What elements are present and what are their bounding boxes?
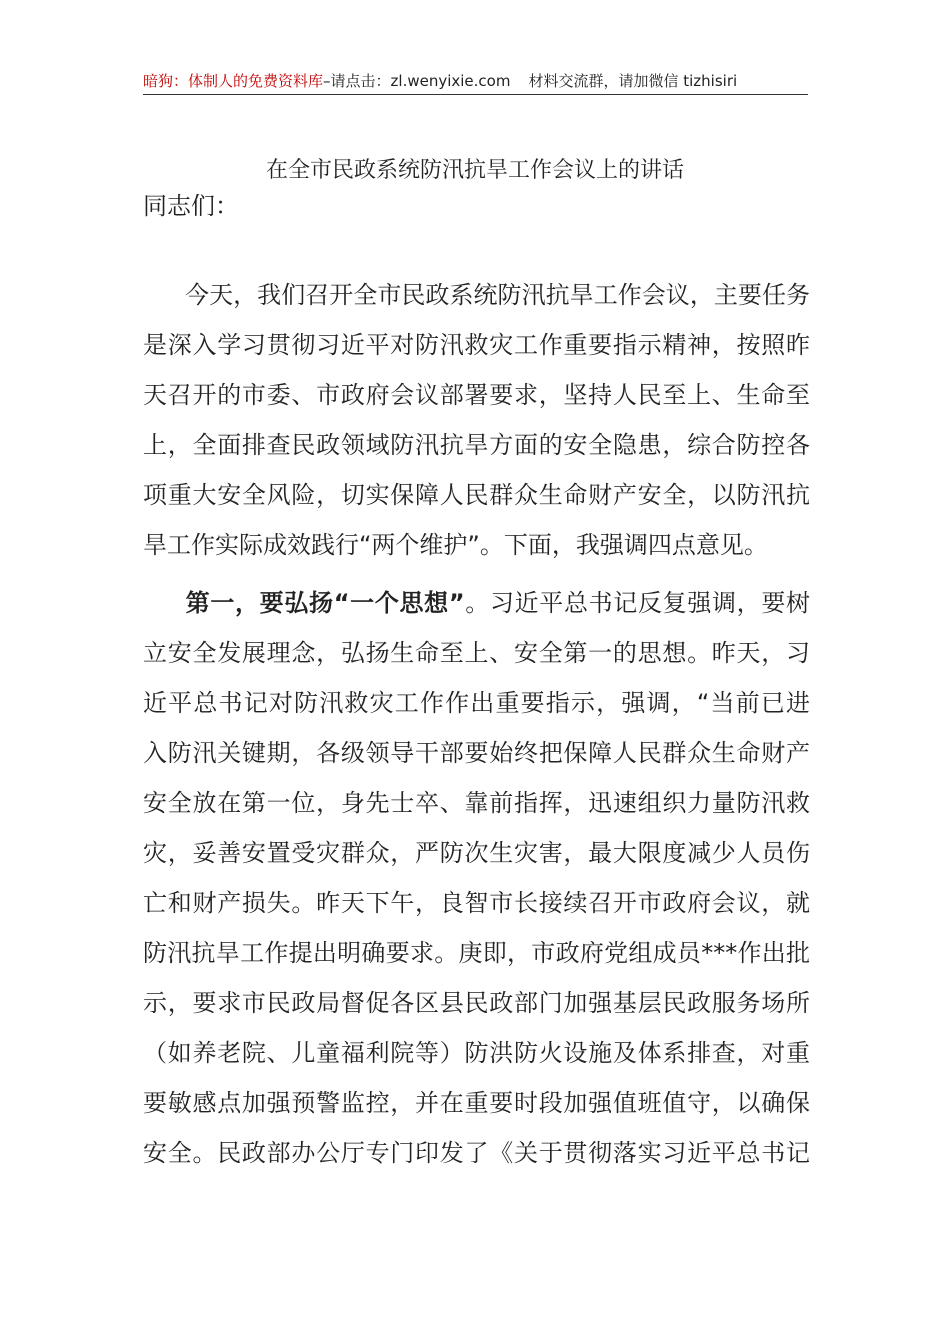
salutation: 同志们：	[143, 192, 239, 220]
paragraph-line: 入防汛关键期，各级领导干部要始终把保障人民群众生命财产	[143, 739, 810, 767]
paragraph-line: 是深入学习贯彻习近平对防汛救灾工作重要指示精神，按照昨	[143, 331, 810, 359]
paragraph-line: 要敏感点加强预警监控，并在重要时段加强值班值守，以确保	[143, 1089, 810, 1117]
paragraph-line: 天召开的市委、市政府会议部署要求，坚持人民至上、生命至	[143, 381, 810, 409]
paragraph-line: 安全。民政部办公厅专门印发了《关于贯彻落实习近平总书记	[143, 1139, 810, 1167]
paragraph-line: 立安全发展理念，弘扬生命至上、安全第一的思想。昨天，习	[143, 639, 810, 667]
section-heading: 第一，要弘扬“一个思想”	[185, 589, 465, 617]
paragraph-line: 亡和财产损失。昨天下午，良智市长接续召开市政府会议，就	[143, 889, 810, 917]
site-header	[143, 68, 808, 95]
paragraph-line: 上，全面排查民政领域防汛抗旱方面的安全隐患，综合防控各	[143, 431, 810, 459]
paragraph-line: 项重大安全风险，切实保障人民群众生命财产安全，以防汛抗	[143, 481, 810, 509]
document-title: 在全市民政系统防汛抗旱工作会议上的讲话	[265, 158, 684, 183]
site-url-link[interactable]: zl.wenyixie.com	[390, 72, 511, 90]
click-prompt: –请点击：	[323, 72, 391, 90]
paragraph-line: 示，要求市民政局督促各区县民政部门加强基层民政服务场所	[143, 989, 810, 1017]
paragraph-line: 第一，要弘扬“一个思想”。习近平总书记反复强调，要树	[185, 589, 811, 617]
paragraph-line: 旱工作实际成效践行“两个维护”。下面，我强调四点意见。	[143, 531, 768, 559]
paragraph-line: 防汛抗旱工作提出明确要求。庚即，市政府党组成员***作出批	[143, 939, 810, 967]
paragraph-line: 近平总书记对防汛救灾工作作出重要指示，强调，“当前已进	[143, 689, 810, 717]
paragraph-line: 安全放在第一位，身先士卒、靠前指挥，迅速组织力量防汛救	[143, 789, 810, 817]
paragraph-line: 今天，我们召开全市民政系统防汛抗旱工作会议，主要任务	[185, 281, 810, 309]
wechat-note: 材料交流群，请加微信 tizhisiri	[528, 72, 738, 90]
paragraph-first-point	[143, 578, 810, 1178]
paragraph-intro	[143, 270, 810, 570]
paragraph-line: （如养老院、儿童福利院等）防洪防火设施及体系排查，对重	[143, 1039, 810, 1067]
site-brand: 暗狗：体制人的免费资料库	[143, 72, 324, 90]
paragraph-line: 灾，妥善安置受灾群众，严防次生灾害，最大限度减少人员伤	[143, 839, 810, 867]
